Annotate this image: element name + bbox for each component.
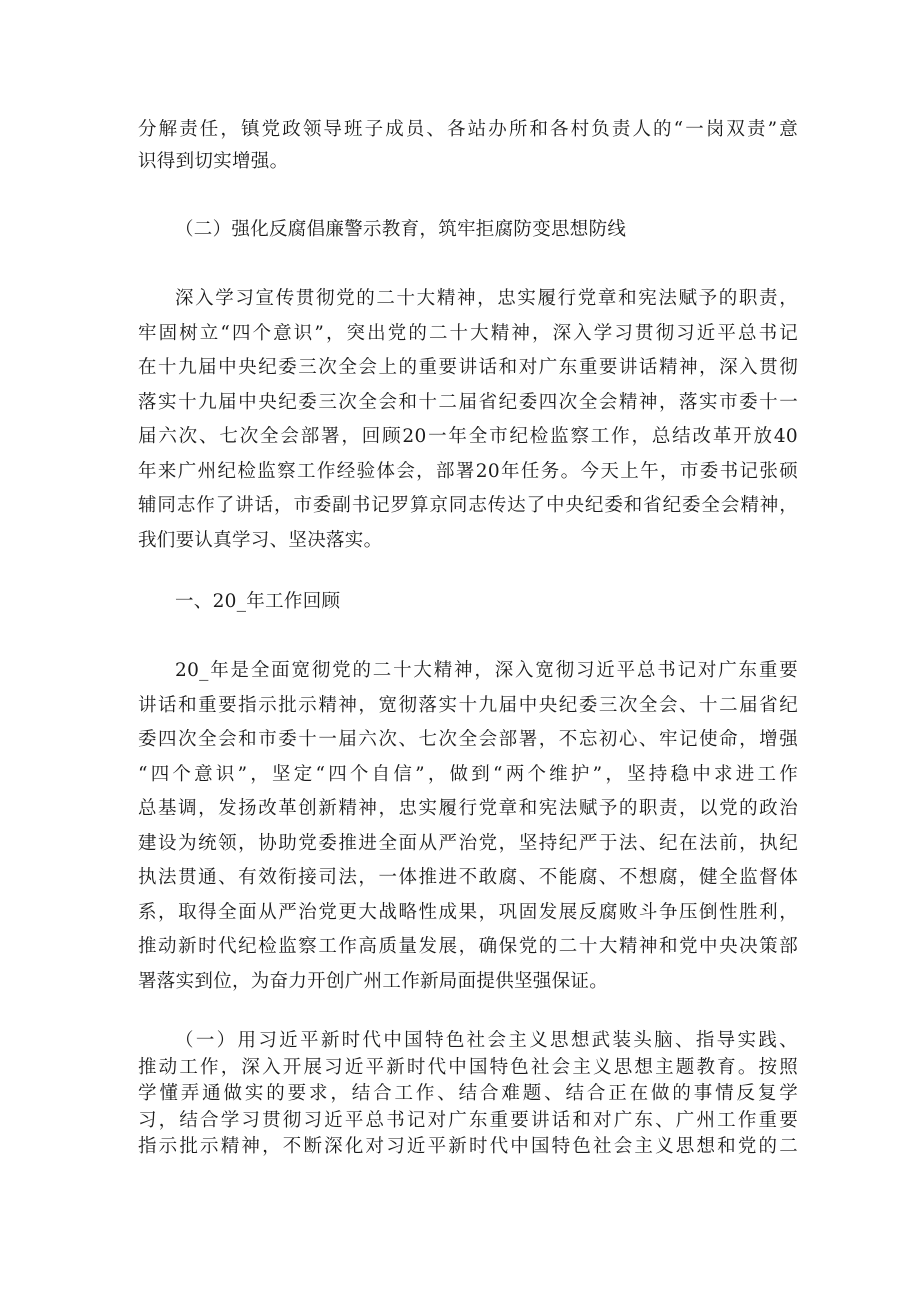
text-line: 系，取得全面从严治党更大战略性成果，巩固发展反腐败斗争压倒性胜利， <box>138 901 798 923</box>
section-heading-warning-education: （二）强化反腐倡廉警示教育，筑牢拒腐防变思想防线 <box>175 219 627 240</box>
section-heading-work-review: 一、20_年工作回顾 <box>175 591 341 612</box>
text-line: 执法贯通、有效衔接司法，一体推进不敢腐、不能腐、不想腐，健全监督体 <box>138 867 798 888</box>
text-line: 推动工作，深入开展习近平新时代中国特色社会主义思想主题教育。按照 <box>138 1056 798 1078</box>
text-line: 识得到切实增强。 <box>138 151 289 172</box>
text-line: 辅同志作了讲话，市委副书记罗算京同志传达了中央纪委和省纪委全会精神， <box>138 495 798 516</box>
text-line: 深入学习宣传贯彻党的二十大精神，忠实履行党章和宪法赋予的职责， <box>175 288 798 309</box>
text-line: 在十九届中央纪委三次全会上的重要讲话和对广东重要讲话精神，深入贯彻 <box>138 357 798 378</box>
text-line: 讲话和重要指示批示精神，宽彻落实十九届中央纪委三次全会、十二届省纪 <box>138 694 798 716</box>
text-line: 推动新时代纪检监察工作高质量发展，确保党的二十大精神和党中央决策部 <box>138 936 798 957</box>
text-line: 20_年是全面宽彻党的二十大精神，深入宽彻习近平总书记对广东重要 <box>175 660 798 681</box>
paragraph-ideology-education <box>138 1028 798 1161</box>
text-line: 落实十九届中央纪委三次全会和十二届省纪委四次全会精神，落实市委十一 <box>138 391 798 413</box>
text-line: 总基调，发扬改革创新精神，忠实履行党章和宪法赋予的职责，以党的政治 <box>138 798 798 819</box>
text-line: （一）用习近平新时代中国特色社会主义思想武装头脑、指导实践、 <box>175 1030 798 1051</box>
text-line: 习，结合学习贯彻习近平总书记对广东重要讲话和对广东、广州工作重要 <box>138 1109 798 1131</box>
text-line: 指示批示精神，不断深化对习近平新时代中国特色社会主义思想和党的二 <box>138 1136 798 1157</box>
paragraph-year-review <box>138 654 798 999</box>
text-line: 牢固树立“四个意识”，突出党的二十大精神，深入学习贯彻习近平总书记 <box>138 322 798 344</box>
paragraph-study-spirit <box>138 282 798 558</box>
text-line: 学懂弄通做实的要求，结合工作、结合难题、结合正在做的事情反复学 <box>138 1083 798 1104</box>
text-line: 分解责任，镇党政领导班子成员、各站办所和各村负责人的“一岗双责”意 <box>138 119 798 140</box>
text-line: “四个意识”，坚定“四个自信”，做到“两个维护”，坚持稳中求进工作 <box>138 763 798 785</box>
paragraph-responsibility <box>138 114 798 178</box>
text-line: 委四次全会和市委十一届六次、七次全会部署，不忘初心、牢记使命，增强 <box>138 729 798 750</box>
text-line: 我们要认真学习、坚决落实。 <box>138 529 383 551</box>
text-line: 年来广州纪检监察工作经验体会，部署20年任务。今天上午，市委书记张硕 <box>138 460 798 482</box>
text-line: 建设为统领，协助党委推进全面从严治党，坚持纪严于法、纪在法前，执纪 <box>138 832 798 854</box>
text-line: 署落实到位，为奋力开创广州工作新局面提供坚强保证。 <box>138 970 609 992</box>
text-line: 届六次、七次全会部署，回顾20一年全市纪检监察工作，总结改革开放40 <box>138 426 798 447</box>
